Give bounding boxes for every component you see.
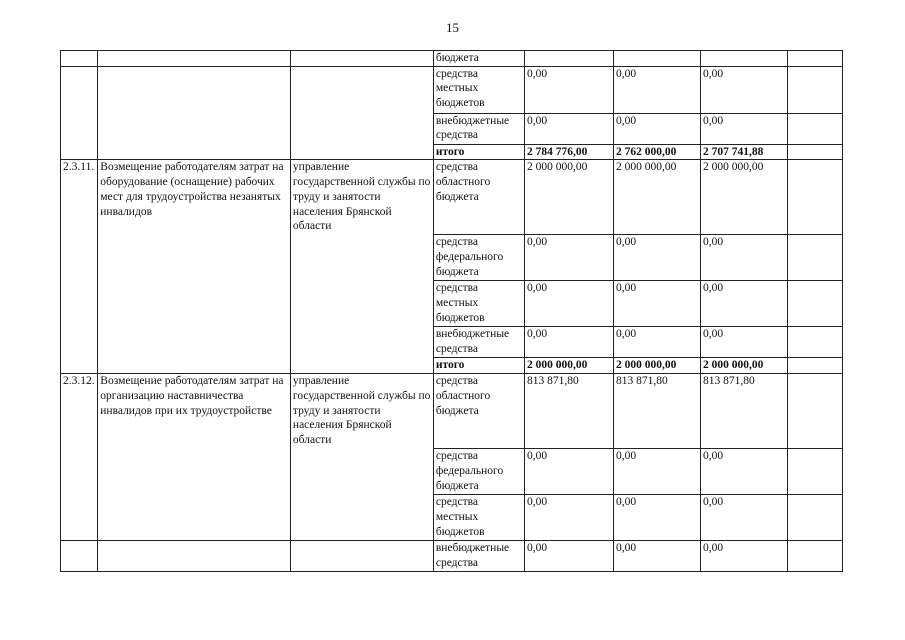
empty-cell (788, 51, 843, 67)
name-cell (98, 541, 291, 572)
value-cell: 0,00 (701, 113, 788, 144)
value-cell: 0,00 (701, 235, 788, 281)
empty-cell (788, 495, 843, 541)
table-row (61, 541, 843, 572)
empty-cell (788, 281, 843, 327)
executor-cell (290, 541, 433, 572)
value-cell: 0,00 (701, 281, 788, 327)
empty-cell (788, 66, 843, 113)
empty-cell (788, 541, 843, 572)
name-cell (98, 51, 291, 67)
value-cell: 2 000 000,00 (701, 160, 788, 235)
funding-table (60, 50, 843, 572)
item-executor: управление государственной службы по труду и занятости населения Брянской области (290, 374, 433, 541)
source-cell: итого (433, 358, 524, 374)
empty-cell (788, 160, 843, 235)
empty-cell (788, 449, 843, 495)
value-cell: 0,00 (524, 281, 613, 327)
value-cell: 0,00 (701, 541, 788, 572)
total-value-cell: 2 000 000,00 (701, 358, 788, 374)
value-cell: 0,00 (524, 113, 613, 144)
total-value-cell: 2 000 000,00 (524, 358, 613, 374)
source-cell: средства областного бюджета (433, 160, 524, 235)
value-cell: 0,00 (524, 235, 613, 281)
table-row (61, 374, 843, 449)
value-cell: 0,00 (701, 449, 788, 495)
executor-cell (290, 51, 433, 67)
value-cell: 0,00 (524, 495, 613, 541)
page-number: 15 (446, 20, 459, 35)
value-cell: 2 000 000,00 (614, 160, 701, 235)
empty-cell (788, 327, 843, 358)
source-cell: итого (433, 144, 524, 160)
empty-cell (788, 358, 843, 374)
item-number: 2.3.11. (61, 160, 98, 374)
number-cell (61, 541, 98, 572)
source-cell: внебюджетные средства (433, 327, 524, 358)
value-cell: 0,00 (614, 113, 701, 144)
source-cell: бюджета (433, 51, 524, 67)
source-cell: средства местных бюджетов (433, 281, 524, 327)
empty-cell (788, 235, 843, 281)
item-executor: управление государственной службы по труду и занятости населения Брянской области (290, 160, 433, 374)
value-cell: 0,00 (524, 541, 613, 572)
table-row (61, 51, 843, 67)
value-cell (701, 51, 788, 67)
table-row (61, 66, 843, 113)
value-cell (614, 51, 701, 67)
source-cell: средства федерального бюджета (433, 449, 524, 495)
value-cell: 0,00 (614, 66, 701, 113)
total-value-cell: 2 000 000,00 (614, 358, 701, 374)
item-name: Возмещение работодателям затрат на оборудование (оснащение) рабочих мест для трудоустройства незанятых инвалидов (98, 160, 291, 374)
value-cell: 0,00 (701, 66, 788, 113)
value-cell: 813 871,80 (701, 374, 788, 449)
source-cell: внебюджетные средства (433, 541, 524, 572)
empty-cell (788, 113, 843, 144)
value-cell: 0,00 (524, 327, 613, 358)
value-cell: 0,00 (614, 495, 701, 541)
value-cell: 813 871,80 (524, 374, 613, 449)
value-cell: 2 000 000,00 (524, 160, 613, 235)
value-cell (524, 51, 613, 67)
total-value-cell: 2 762 000,00 (614, 144, 701, 160)
empty-cell (788, 144, 843, 160)
item-name: Возмещение работодателям затрат на организацию наставничества инвалидов при их трудоустройстве (98, 374, 291, 541)
value-cell: 0,00 (524, 449, 613, 495)
source-cell: средства местных бюджетов (433, 495, 524, 541)
value-cell: 813 871,80 (614, 374, 701, 449)
total-value-cell: 2 784 776,00 (524, 144, 613, 160)
total-value-cell: 2 707 741,88 (701, 144, 788, 160)
value-cell: 0,00 (614, 541, 701, 572)
number-cell (61, 51, 98, 67)
value-cell: 0,00 (614, 235, 701, 281)
empty-cell (788, 374, 843, 449)
value-cell: 0,00 (701, 495, 788, 541)
name-cell (98, 66, 291, 160)
value-cell: 0,00 (614, 327, 701, 358)
number-cell (61, 66, 98, 160)
source-cell: средства местных бюджетов (433, 66, 524, 113)
executor-cell (290, 66, 433, 160)
value-cell: 0,00 (614, 449, 701, 495)
item-number: 2.3.12. (61, 374, 98, 541)
source-cell: средства федерального бюджета (433, 235, 524, 281)
value-cell: 0,00 (701, 327, 788, 358)
table-row (61, 160, 843, 235)
source-cell: средства областного бюджета (433, 374, 524, 449)
value-cell: 0,00 (524, 66, 613, 113)
source-cell: внебюджетные средства (433, 113, 524, 144)
value-cell: 0,00 (614, 281, 701, 327)
